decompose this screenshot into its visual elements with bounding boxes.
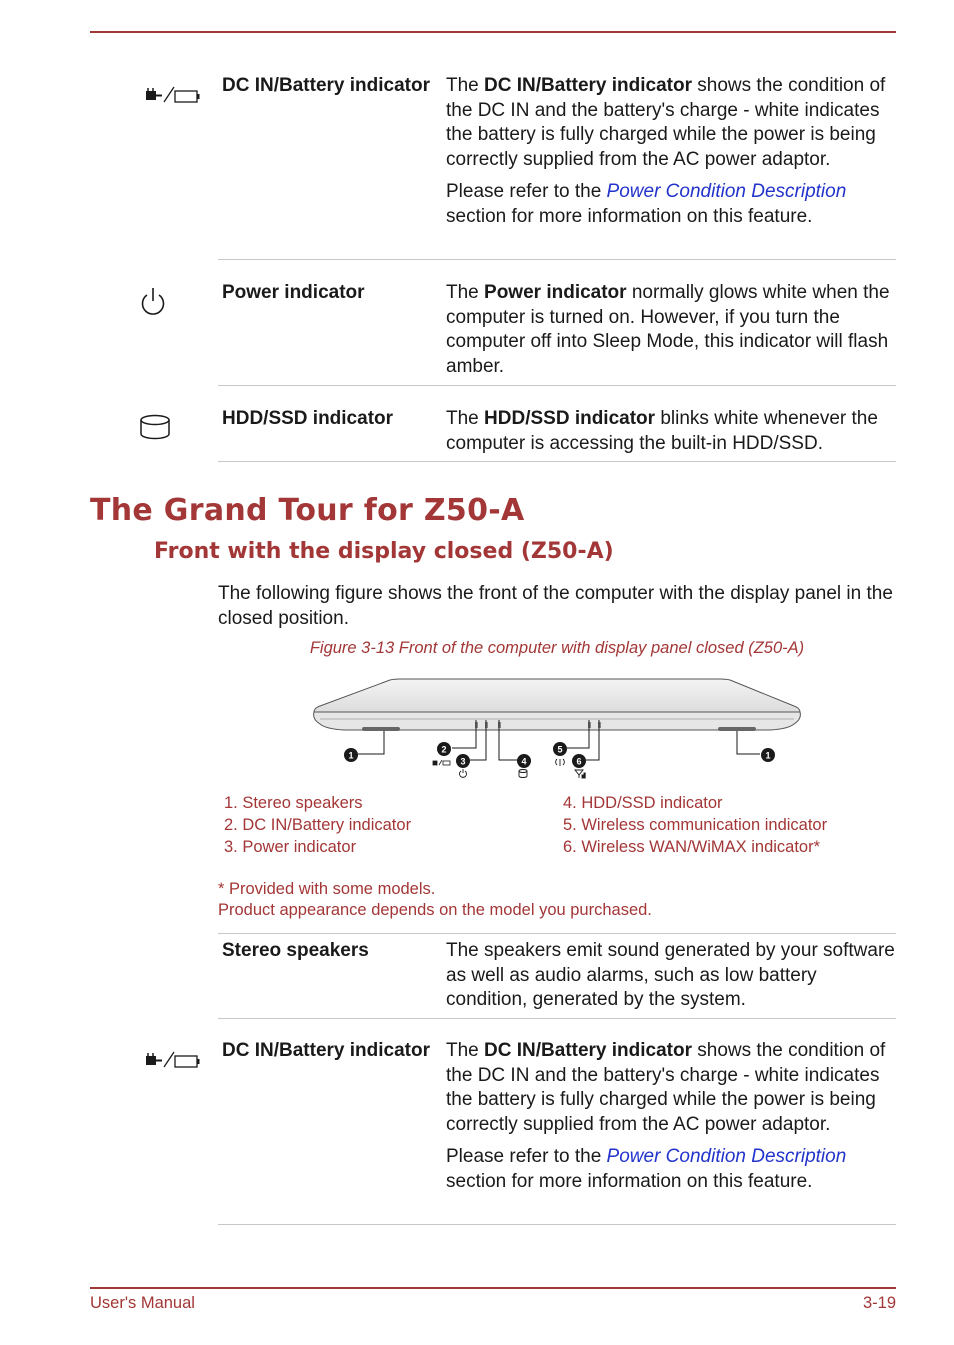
figure-caption: Figure 3-13 Front of the computer with display panel closed (Z50-A): [309, 639, 805, 657]
row-divider: [218, 933, 896, 934]
legend-item: 5. Wireless communication indicator: [563, 816, 828, 834]
intro-paragraph: The following figure shows the front of the computer with the display panel in the closed position.: [218, 583, 893, 629]
dc-in-battery-icon: [144, 84, 202, 106]
footer-page-number: 3-19: [862, 1294, 896, 1312]
term-label: Power indicator: [222, 282, 365, 303]
term-description: The DC IN/Battery indicator shows the condition of the DC IN and the battery's charge - white indicates the battery is fully charged while the power is being correctly supplied from the AC power adaptor. Please refer to the Power Condition Description section for more information on this feature.: [446, 1040, 886, 1192]
callout-3-label: 3: [460, 756, 466, 767]
left-speaker: [362, 727, 400, 731]
table-row: [218, 386, 896, 462]
footer-rule: [90, 1287, 896, 1289]
callout-1-left-label: 1: [348, 750, 354, 761]
figure-notes: [218, 879, 652, 921]
laptop-front-figure: [300, 672, 810, 784]
power-condition-link[interactable]: Power Condition Description: [606, 181, 847, 202]
legend-item: 6. Wireless WAN/WiMAX indicator*: [563, 838, 821, 856]
term-description: The HDD/SSD indicator blinks white whenever the computer is accessing the built-in HDD/SSD.: [446, 408, 878, 454]
term-label: DC IN/Battery indicator: [222, 75, 430, 96]
small-power-icon: [460, 769, 467, 777]
table-row: [218, 1019, 896, 1225]
small-wireless-icon: [556, 759, 565, 766]
table-row: [218, 260, 896, 386]
legend-item: 4. HDD/SSD indicator: [563, 794, 723, 812]
legend-item: 1. Stereo speakers: [224, 794, 363, 812]
callout-6-label: 6: [576, 756, 582, 767]
callout-4-label: 4: [521, 756, 527, 767]
section-subtitle: Front with the display closed (Z50-A): [154, 539, 614, 564]
callout-5-label: 5: [557, 744, 563, 755]
dc-in-battery-icon: [144, 1049, 202, 1071]
small-wan-icon: [575, 770, 585, 778]
table-row: [218, 933, 896, 1019]
header-rule: [90, 31, 896, 33]
term-label: DC IN/Battery indicator: [222, 1040, 430, 1061]
term-description: The speakers emit sound generated by your software as well as audio alarms, such as low battery condition, generated by the system.: [446, 940, 895, 1010]
small-hdd-icon: [519, 770, 527, 778]
hdd-icon: [138, 413, 172, 441]
row-divider: [218, 1224, 896, 1225]
section-title: The Grand Tour for Z50-A: [90, 493, 525, 528]
note-line: Product appearance depends on the model you purchased.: [218, 901, 652, 919]
figure-legend-right: [563, 792, 827, 858]
term-description: The Power indicator normally glows white when the computer is turned on. However, if you turn the computer off into Sleep Mode, this indicator will flash amber.: [446, 282, 890, 377]
laptop-lid: [314, 679, 800, 712]
legend-item: 3. Power indicator: [224, 838, 357, 856]
note-line: * Provided with some models.: [218, 880, 436, 898]
power-icon: [139, 286, 167, 316]
right-speaker: [718, 727, 756, 731]
legend-item: 2. DC IN/Battery indicator: [224, 816, 412, 834]
term-label: HDD/SSD indicator: [222, 408, 394, 429]
footer-manual-title: User's Manual: [90, 1294, 195, 1312]
power-condition-link[interactable]: Power Condition Description: [606, 1146, 847, 1167]
table-row: [218, 62, 896, 260]
figure-legend-left: [224, 792, 411, 858]
callout-2-label: 2: [441, 744, 447, 755]
term-label: Stereo speakers: [222, 940, 369, 961]
callout-1-right-label: 1: [765, 750, 771, 761]
small-dc-in-battery-icon: [433, 760, 450, 765]
term-description: The DC IN/Battery indicator shows the condition of the DC IN and the battery's charge - white indicates the battery is fully charged while the power is being correctly supplied from the AC power adaptor. Please refer to the Power Condition Description section for more information on this feature.: [446, 75, 886, 227]
row-divider: [218, 461, 896, 462]
